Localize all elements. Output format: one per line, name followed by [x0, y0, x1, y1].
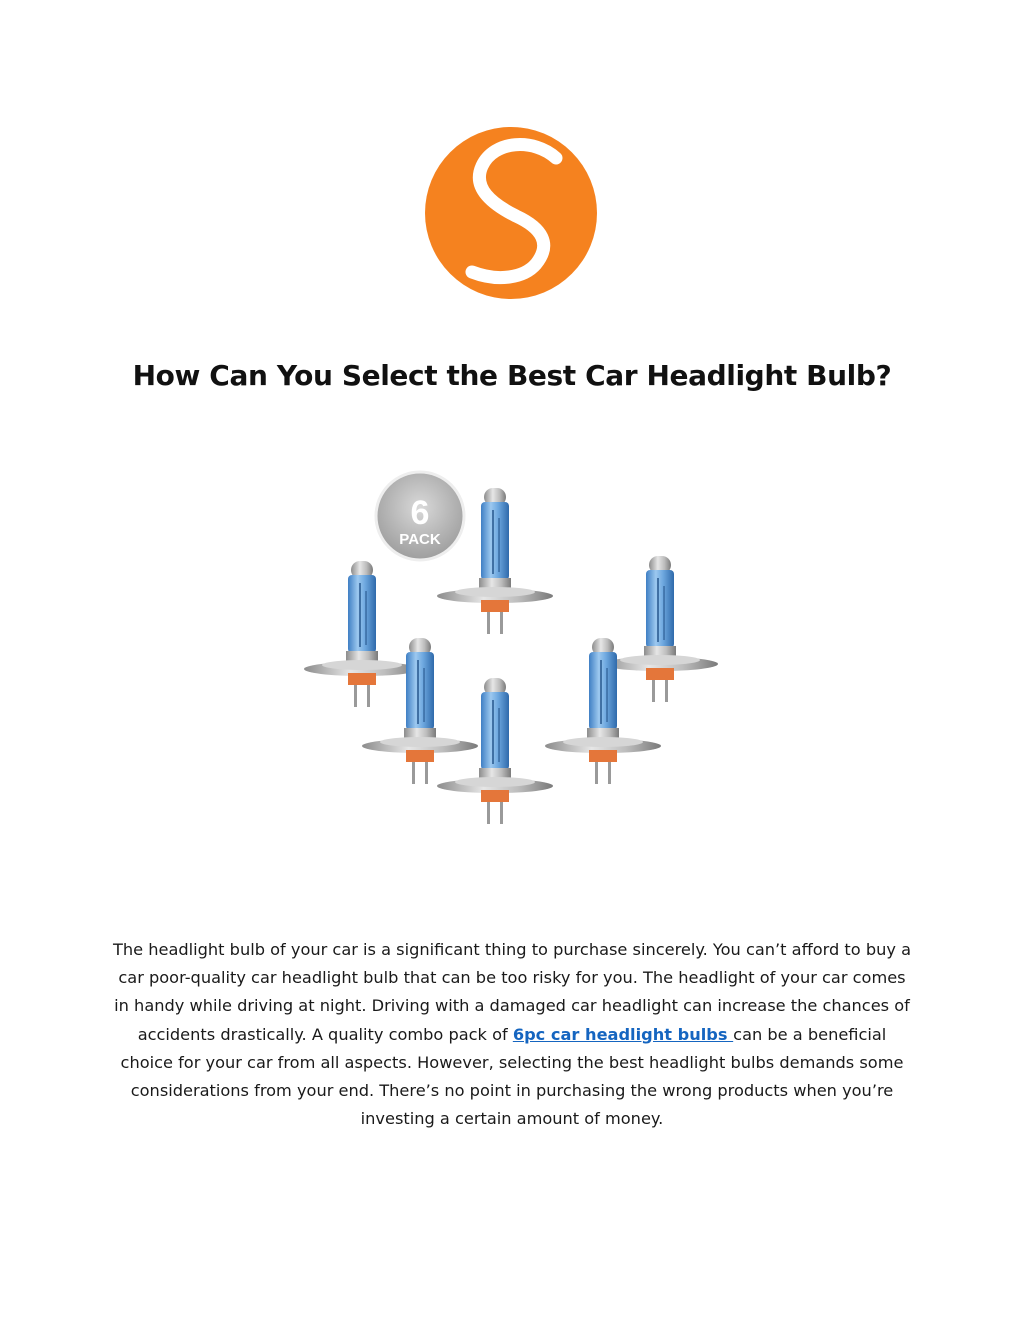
paragraph-text-end: can be a beneficial choice for your car from all aspects. However, selecting the best headlight bulbs demands some considerations from your end. There’s no point in purchasing the wrong products when you’re investing a certain amount of money.: [120, 1024, 904, 1129]
bulb-mid-left: [362, 638, 478, 784]
svg-text:6: 6: [410, 494, 430, 532]
product-link[interactable]: 6pc car headlight bulbs: [512, 1024, 734, 1044]
bulb-left: [304, 561, 420, 707]
paragraph-text-start: The headlight bulb of your car is a significant thing to purchase sincerely. You can’t afford to buy a car poor-quality car headlight bulb that can be too risky for you. The headlight of your car comes in handy while driving at night. Driving with a damaged car headlight can increase the chances of accidents drastically. A quality combo pack of: [112, 940, 912, 1044]
product-image: [290, 466, 730, 886]
bulb-right: [602, 556, 718, 702]
article-paragraph: [112, 936, 912, 1133]
page-title: How Can You Select the Best Car Headlight Bulb?: [132, 359, 892, 392]
svg-text:PACK: PACK: [399, 531, 441, 548]
six-pack-badge: [376, 472, 464, 560]
s-circle-logo-icon: [424, 126, 598, 300]
brand-logo: [424, 126, 598, 300]
headlight-bulbs-six-pack-icon: [290, 466, 730, 886]
